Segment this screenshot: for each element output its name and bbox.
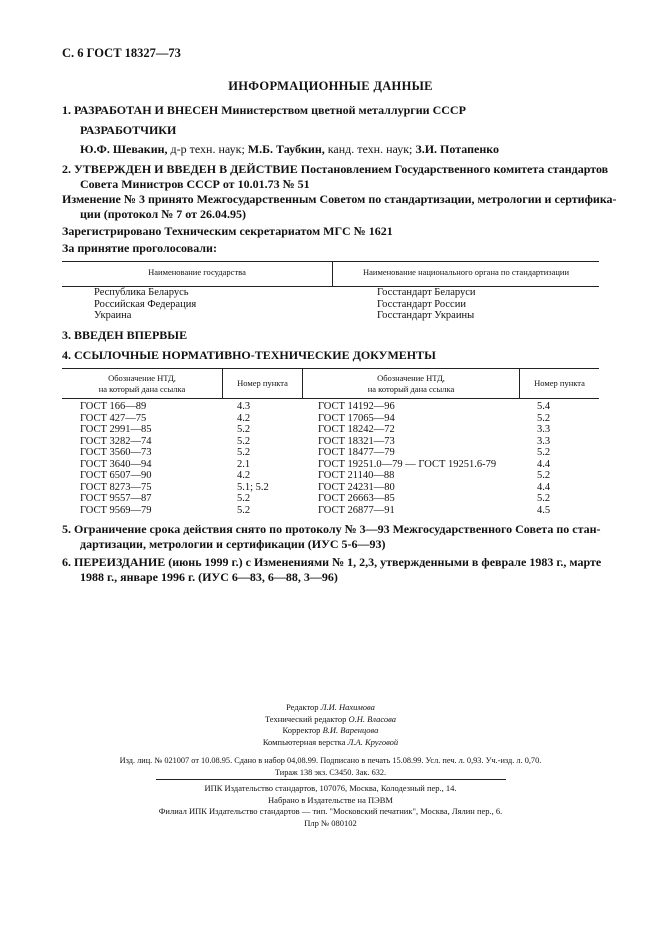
- table-cell: ГОСТ 14192—96: [318, 401, 395, 412]
- table-cell: ГОСТ 3282—74: [80, 435, 152, 447]
- col-header-body: Наименование национального органа по стандартизации: [362, 267, 570, 277]
- table-cell: 5.2: [237, 424, 251, 435]
- credit-role: Редактор: [286, 702, 321, 712]
- table-cell: 5.2: [537, 447, 551, 458]
- table-cell: ГОСТ 6507—90: [80, 470, 152, 481]
- col-header-num-left: Номер пункта: [237, 378, 288, 388]
- developer-degree: канд. техн. наук;: [324, 142, 413, 156]
- developer-name: М.Б. Таубкин,: [244, 142, 325, 156]
- header-line: Обозначение НТД,: [377, 373, 445, 383]
- table-cell: ГОСТ 17065—94: [318, 412, 395, 424]
- table-cell: ГОСТ 18477—79: [318, 447, 395, 458]
- item4-text: 4. ССЫЛОЧНЫЕ НОРМАТИВНО-ТЕХНИЧЕСКИЕ ДОКУМЕНТЫ: [62, 348, 436, 362]
- page-header: С. 6 ГОСТ 18327—73: [62, 46, 181, 60]
- table-cell: ГОСТ 3640—94: [80, 458, 152, 470]
- publisher-block: [0, 783, 661, 829]
- header-line: Обозначение НТД,: [108, 373, 176, 383]
- publisher-line: Филиал ИПК Издательство стандартов — тип. "Московский печатник", Москва, Лялин пер., 6.: [158, 806, 503, 816]
- credit-name: В.И. Варенцова: [322, 725, 379, 735]
- table-cell: Госстандарт Беларуси: [377, 287, 476, 298]
- table-cell: ГОСТ 26877—91: [318, 504, 395, 516]
- print-info-line: Изд. лиц. № 021007 от 10.08.95. Сдано в набор 04,08.99. Подписано в печать 15.08.99. Усл. печ. л. 0,93. Уч.-изд. л. 0,70.: [119, 756, 542, 765]
- print-info-line: Тираж 138 экз. С3450. Зак. 632.: [274, 767, 387, 777]
- table-cell: ГОСТ 166—89: [80, 401, 147, 412]
- col-header-ntd-right: [303, 373, 519, 395]
- credit-line: [0, 714, 661, 726]
- bodies-column: [377, 287, 476, 322]
- credit-role: Компьютерная верстка: [262, 736, 348, 747]
- table-cell: Российская Федерация: [94, 298, 197, 310]
- developer-name: З.И. Потапенко: [412, 142, 500, 156]
- change3-line2: ции (протокол № 7 от 26.04.95): [80, 207, 247, 221]
- item1-developed: 1. РАЗРАБОТАН И ВНЕСЕН Министерством цветной металлургии СССР: [62, 103, 466, 117]
- col-header-ntd-left: [62, 373, 222, 395]
- registered-text: Зарегистрировано Техническим секретариатом МГС № 1621: [62, 224, 393, 238]
- table-cell: 5.4: [537, 401, 551, 412]
- table-cell: ГОСТ 2991—85: [80, 424, 152, 435]
- credit-line: [0, 702, 661, 714]
- table-cell: ГОСТ 3560—73: [80, 447, 152, 458]
- table-cell: Украина: [94, 310, 132, 321]
- developers-list: [80, 142, 499, 157]
- table-cell: 3.3: [537, 424, 551, 435]
- table-cell: ГОСТ 18242—72: [318, 424, 395, 435]
- credit-name: Л.И. Нахимова: [320, 702, 375, 712]
- credit-line: [0, 737, 661, 749]
- developer-degree: д-р техн. наук;: [167, 142, 245, 156]
- table-cell: ГОСТ 24231—80: [318, 481, 395, 493]
- table-cell: Республика Беларусь: [94, 287, 189, 298]
- table-cell: 5.2: [237, 447, 251, 458]
- table-cell: 4.2: [237, 470, 251, 481]
- table-cell: 5.1; 5.2: [237, 481, 269, 493]
- item3-text: 3. ВВЕДЕН ВПЕРВЫЕ: [62, 328, 188, 342]
- developer-name: Ю.Ф. Шевакин,: [80, 142, 168, 156]
- table-rule: [62, 261, 599, 262]
- states-column: [94, 287, 196, 322]
- publisher-line: Плр № 080102: [304, 817, 357, 828]
- table-cell: ГОСТ 19251.0—79 — ГОСТ 19251.6-79: [318, 458, 497, 470]
- credit-role: Корректор: [282, 725, 323, 735]
- col-header-state: Наименование государства: [148, 267, 246, 277]
- developers-heading: РАЗРАБОТЧИКИ: [80, 123, 177, 137]
- table-rule: [62, 398, 599, 399]
- right-nums-column: [537, 401, 550, 516]
- right-docs-column: [318, 401, 496, 516]
- item2-line1: 2. УТВЕРЖДЕН И ВВЕДЕН В ДЕЙСТВИЕ Постановлением Государственного комитета стандартов: [62, 162, 609, 176]
- print-info: [0, 755, 661, 778]
- header-line: на который дана ссылка: [98, 384, 186, 394]
- table-cell: 5.2: [237, 493, 251, 504]
- table-cell: ГОСТ 9557—87: [80, 493, 152, 504]
- left-docs-column: [80, 401, 152, 516]
- left-nums-column: [237, 401, 269, 516]
- table-cell: ГОСТ 26663—85: [318, 493, 395, 504]
- credit-line: [0, 725, 661, 737]
- table-cell: 4.4: [537, 458, 551, 470]
- item6-line2: 1988 г., январе 1996 г. (ИУС 6—83, 6—88, 3—96): [80, 570, 338, 584]
- credits-block: [0, 702, 661, 748]
- publisher-line: Набрано в Издательстве на ПЭВМ: [268, 794, 393, 805]
- table-cell: ГОСТ 18321—73: [318, 435, 395, 447]
- table-cell: 4.3: [237, 401, 251, 412]
- page-title: ИНФОРМАЦИОННЫЕ ДАННЫЕ: [228, 79, 433, 93]
- table-cell: ГОСТ 427—75: [80, 412, 147, 424]
- table-cell: ГОСТ 9569—79: [80, 504, 152, 516]
- table-cell: 3.3: [537, 435, 551, 447]
- imprint-rule: [156, 779, 506, 780]
- table-cell: ГОСТ 21140—88: [318, 470, 395, 481]
- header-line: на который дана ссылка: [367, 384, 455, 394]
- table-cell: 2.1: [237, 458, 251, 470]
- voting-table: [62, 261, 599, 321]
- change3-line1: Изменение № 3 принято Межгосударственным Советом по стандартизации, метрологии и сертифика-: [62, 192, 617, 206]
- references-table: [62, 368, 599, 514]
- table-cell: 5.2: [237, 504, 251, 516]
- table-cell: 5.2: [537, 412, 551, 424]
- table-cell: ГОСТ 8273—75: [80, 481, 152, 493]
- voted-heading: За принятие проголосовали:: [62, 241, 217, 255]
- table-cell: 5.2: [237, 435, 251, 447]
- credit-name: Л.А. Круговой: [347, 736, 399, 747]
- credit-role: Технический редактор: [264, 713, 349, 724]
- table-cell: 5.2: [537, 493, 551, 504]
- item6-line1: 6. ПЕРЕИЗДАНИЕ (июнь 1999 г.) с Изменениями № 1, 2,3, утвержденными в феврале 1983 г., марте: [62, 555, 602, 569]
- item5-line1: 5. Ограничение срока действия снято по протоколу № 3—93 Межгосударственного Совета по стан-: [62, 522, 601, 536]
- credit-name: О.Н. Власова: [348, 713, 397, 724]
- item2-line2: Совета Министров СССР от 10.01.73 № 51: [80, 177, 310, 191]
- table-cell: 5.2: [537, 470, 551, 481]
- table-cell: 4.4: [537, 481, 551, 493]
- table-cell: Госстандарт России: [377, 298, 466, 310]
- table-cell: 4.5: [537, 504, 551, 516]
- table-cell: Госстандарт Украины: [377, 310, 475, 321]
- publisher-line: ИПК Издательство стандартов, 107076, Москва, Колодезный пер., 14.: [204, 783, 457, 793]
- table-cell: 4.2: [237, 412, 251, 424]
- item5-line2: дартизации, метрологии и сертификации (ИУС 5-6—93): [80, 537, 386, 551]
- col-header-num-right: Номер пункта: [534, 378, 585, 388]
